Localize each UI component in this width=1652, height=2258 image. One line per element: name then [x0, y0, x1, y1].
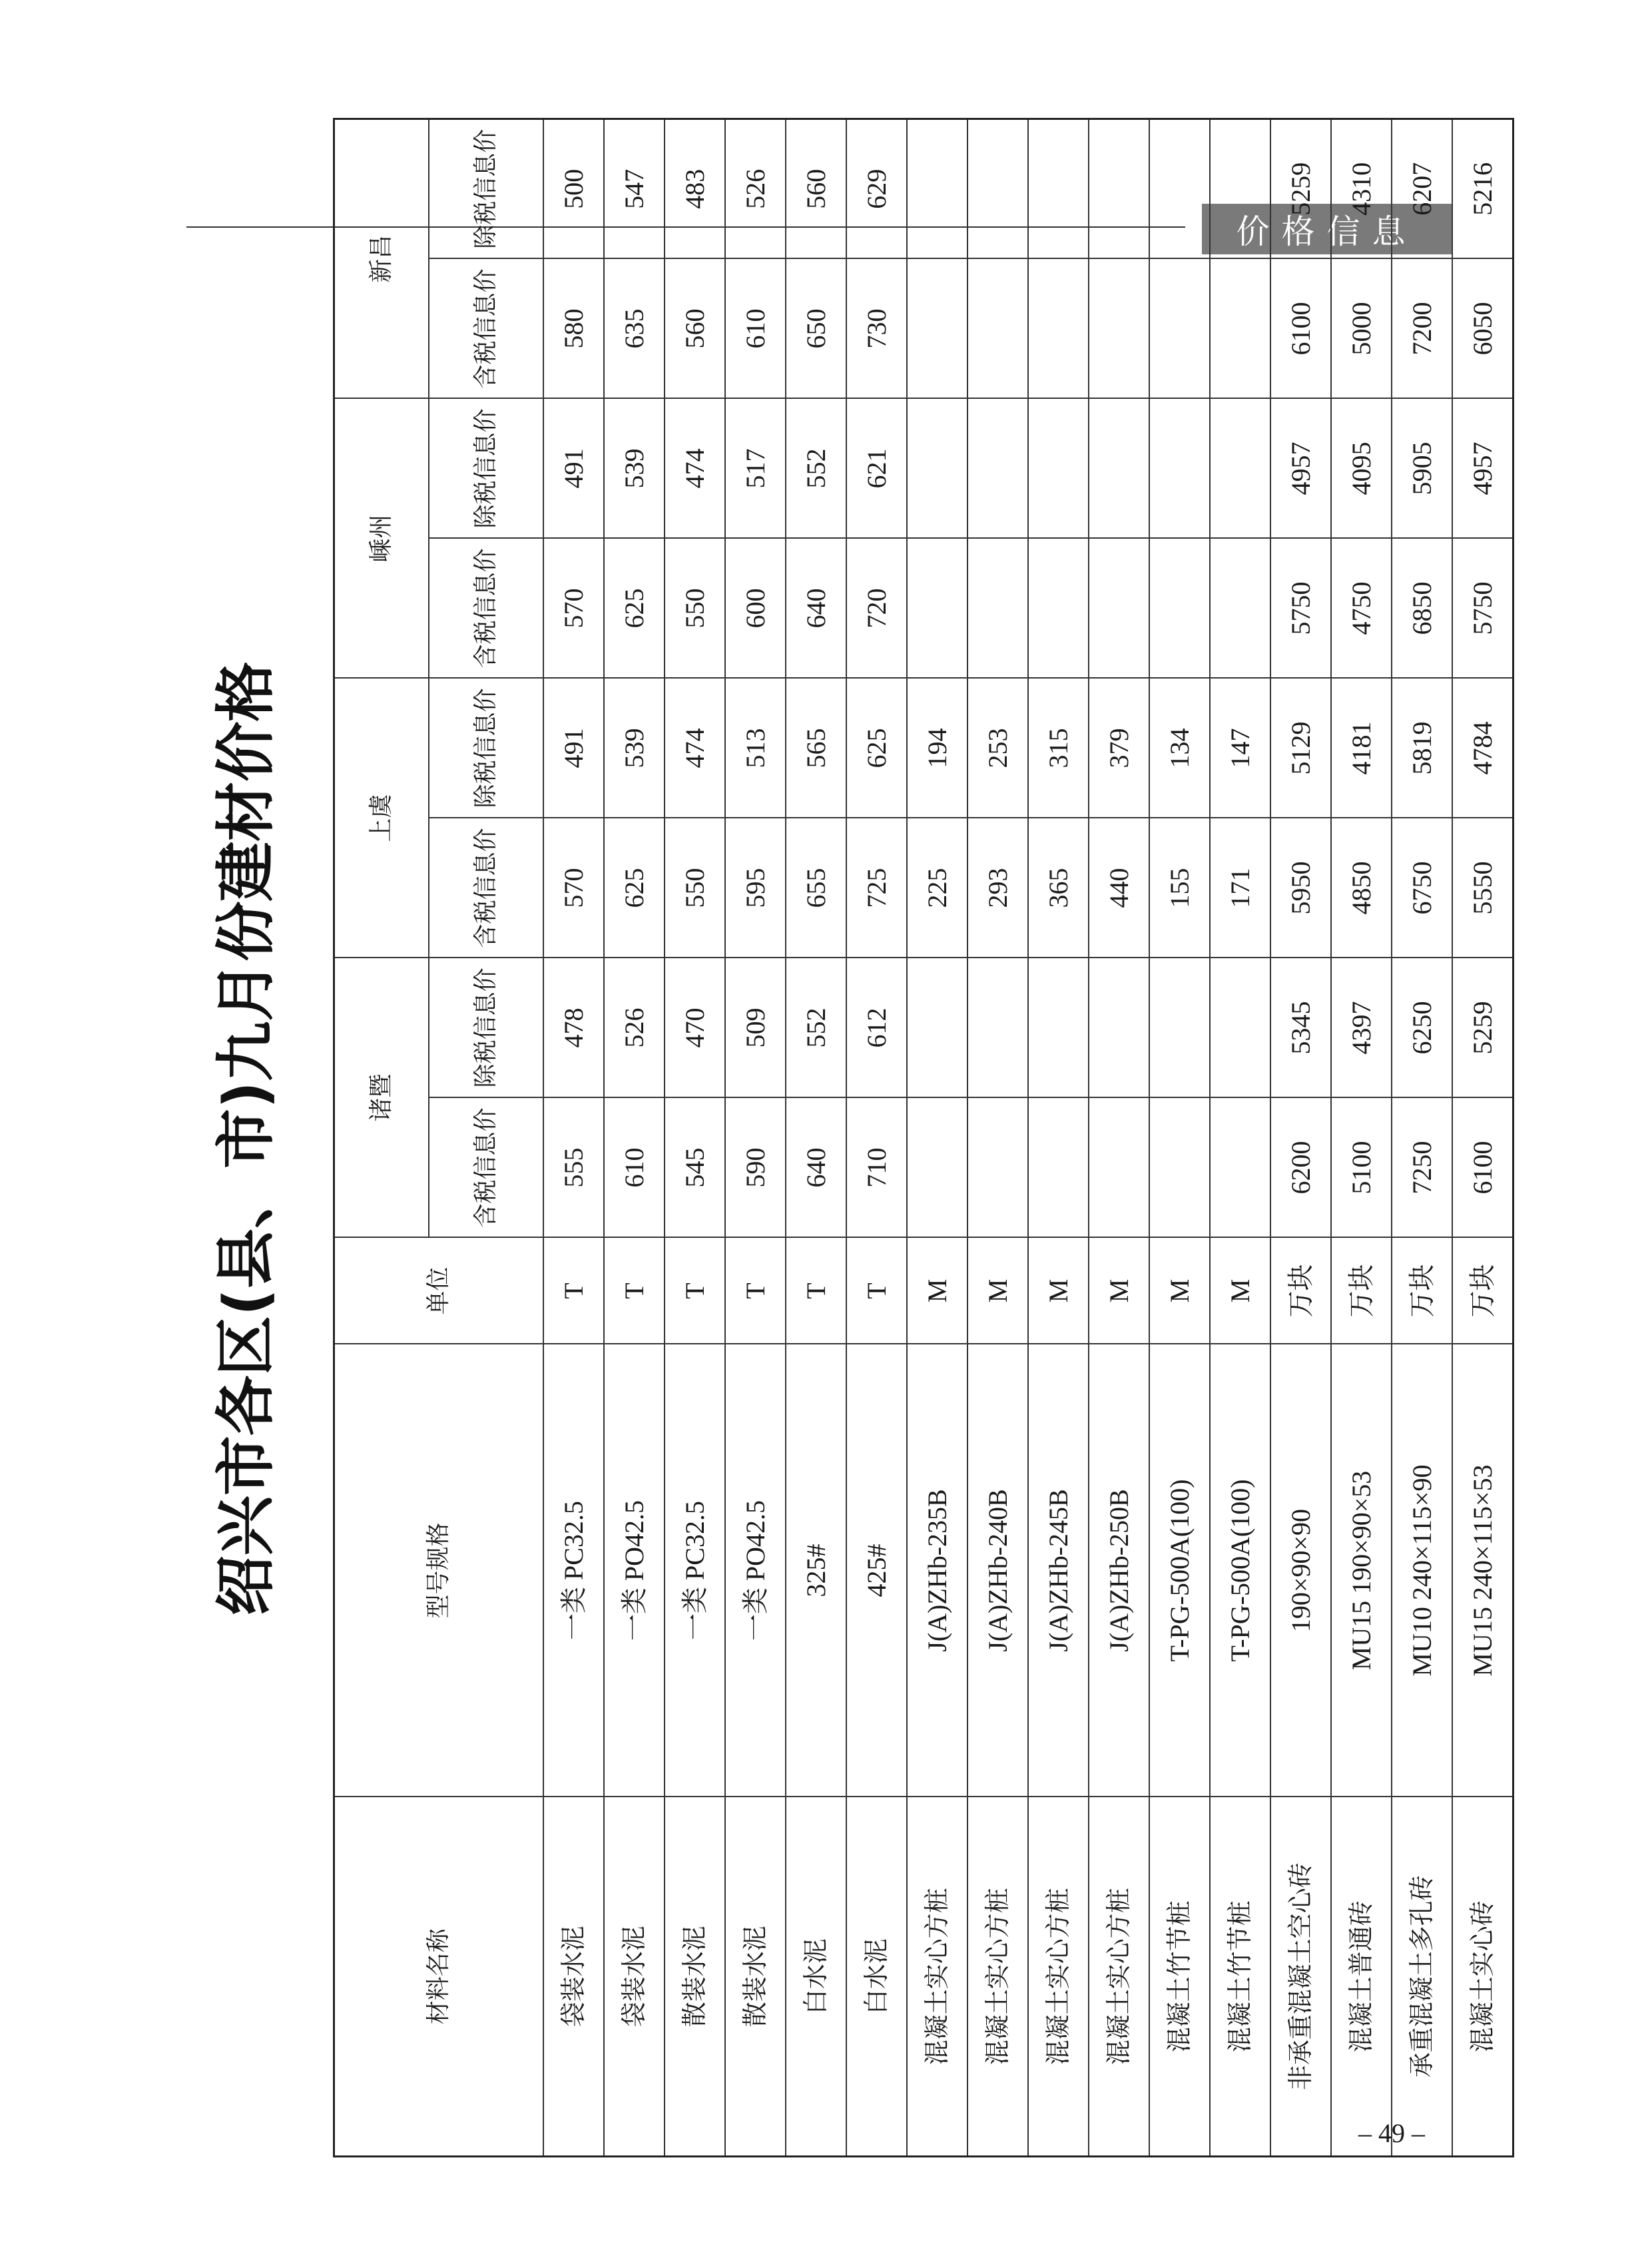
unit: T — [725, 1238, 786, 1344]
unit: M — [1149, 1238, 1210, 1344]
spec: J(A)ZHb-235B — [907, 1344, 967, 1797]
price-cell — [1089, 958, 1149, 1097]
price-cell — [1028, 119, 1089, 258]
price-cell: 550 — [665, 538, 725, 678]
price-cell: 555 — [543, 1098, 604, 1238]
price-cell: 4181 — [1331, 678, 1392, 818]
price-cell — [907, 119, 967, 258]
price-cell: 4310 — [1331, 119, 1392, 258]
price-cell — [907, 398, 967, 538]
price-cell — [1210, 958, 1270, 1097]
price-cell: 470 — [665, 958, 725, 1097]
price-cell: 545 — [665, 1098, 725, 1238]
header-unit: 单位 — [334, 1238, 544, 1344]
price-cell: 547 — [604, 119, 665, 258]
price-cell — [1149, 538, 1210, 678]
price-cell — [1089, 119, 1149, 258]
header-spec: 型号规格 — [334, 1344, 544, 1797]
header-incl-tax: 含税信息价 — [429, 538, 543, 678]
price-cell: 5259 — [1270, 119, 1331, 258]
table-row — [1028, 119, 1089, 2156]
table-row — [1452, 119, 1514, 2156]
price-cell — [907, 258, 967, 398]
price-cell: 147 — [1210, 678, 1270, 818]
unit: T — [665, 1238, 725, 1344]
price-cell: 725 — [846, 818, 907, 958]
header-excl-tax: 除税信息价 — [429, 119, 543, 258]
price-cell: 500 — [543, 119, 604, 258]
spec: 一类 PO42.5 — [604, 1344, 665, 1797]
price-cell: 4095 — [1331, 398, 1392, 538]
price-cell: 5100 — [1331, 1098, 1392, 1238]
material-name: 混凝土实心砖 — [1452, 1797, 1514, 2157]
price-cell: 612 — [846, 958, 907, 1097]
price-cell — [1089, 1098, 1149, 1238]
price-cell — [1089, 258, 1149, 398]
price-cell: 474 — [665, 678, 725, 818]
table-row — [1089, 119, 1149, 2156]
table-row — [543, 119, 604, 2156]
price-cell: 365 — [1028, 818, 1089, 958]
price-cell: 440 — [1089, 818, 1149, 958]
price-cell: 491 — [543, 678, 604, 818]
spec: 190×90×90 — [1270, 1344, 1331, 1797]
price-cell: 710 — [846, 1098, 907, 1238]
price-cell: 539 — [604, 678, 665, 818]
table-row — [1149, 119, 1210, 2156]
header-excl-tax: 除税信息价 — [429, 958, 543, 1097]
price-cell: 4957 — [1452, 398, 1514, 538]
price-cell — [967, 398, 1028, 538]
price-cell: 629 — [846, 119, 907, 258]
header-excl-tax: 除税信息价 — [429, 678, 543, 818]
price-cell — [907, 538, 967, 678]
header-region: 上虞 — [334, 678, 429, 958]
material-name: 承重混凝土多孔砖 — [1392, 1797, 1452, 2157]
price-cell: 517 — [725, 398, 786, 538]
price-cell: 379 — [1089, 678, 1149, 818]
price-cell: 635 — [604, 258, 665, 398]
price-cell: 6207 — [1392, 119, 1452, 258]
material-name: 混凝土实心方桩 — [1089, 1797, 1149, 2157]
price-cell: 565 — [786, 678, 846, 818]
price-cell: 7250 — [1392, 1098, 1452, 1238]
material-name: 混凝土普通砖 — [1331, 1797, 1392, 2157]
material-name: 白水泥 — [846, 1797, 907, 2157]
price-cell: 5345 — [1270, 958, 1331, 1097]
price-cell — [907, 1098, 967, 1238]
price-cell — [967, 538, 1028, 678]
price-cell — [1028, 538, 1089, 678]
price-cell: 474 — [665, 398, 725, 538]
material-name: 散装水泥 — [725, 1797, 786, 2157]
unit: 万块 — [1331, 1238, 1392, 1344]
price-cell: 5216 — [1452, 119, 1514, 258]
spec: 一类 PC32.5 — [543, 1344, 604, 1797]
price-cell: 4397 — [1331, 958, 1392, 1097]
spec: J(A)ZHb-240B — [967, 1344, 1028, 1797]
price-cell: 526 — [604, 958, 665, 1097]
price-cell: 560 — [786, 119, 846, 258]
header-region: 新昌 — [334, 119, 429, 398]
unit: M — [967, 1238, 1028, 1344]
price-cell: 5259 — [1452, 958, 1514, 1097]
price-cell: 5819 — [1392, 678, 1452, 818]
material-name: 混凝土实心方桩 — [907, 1797, 967, 2157]
header-region: 诸暨 — [334, 958, 429, 1237]
price-cell: 640 — [786, 1098, 846, 1238]
price-cell: 155 — [1149, 818, 1210, 958]
material-name: 袋装水泥 — [604, 1797, 665, 2157]
price-cell: 4850 — [1331, 818, 1392, 958]
unit: 万块 — [1452, 1238, 1514, 1344]
price-cell: 134 — [1149, 678, 1210, 818]
price-cell: 293 — [967, 818, 1028, 958]
spec: J(A)ZHb-250B — [1089, 1344, 1149, 1797]
price-cell: 509 — [725, 958, 786, 1097]
price-cell: 6750 — [1392, 818, 1452, 958]
price-cell: 5550 — [1452, 818, 1514, 958]
price-cell: 253 — [967, 678, 1028, 818]
price-cell — [1210, 258, 1270, 398]
price-cell: 6100 — [1452, 1098, 1514, 1238]
price-cell: 6200 — [1270, 1098, 1331, 1238]
material-name: 散装水泥 — [665, 1797, 725, 2157]
spec: T-PG-500A(100) — [1149, 1344, 1210, 1797]
table-row — [665, 119, 725, 2156]
price-cell: 655 — [786, 818, 846, 958]
unit: T — [846, 1238, 907, 1344]
price-cell: 5750 — [1452, 538, 1514, 678]
price-cell: 483 — [665, 119, 725, 258]
header-incl-tax: 含税信息价 — [429, 818, 543, 958]
price-cell: 610 — [604, 1098, 665, 1238]
price-cell: 6050 — [1452, 258, 1514, 398]
spec: MU10 240×115×90 — [1392, 1344, 1452, 1797]
spec: MU15 240×115×53 — [1452, 1344, 1514, 1797]
price-cell: 539 — [604, 398, 665, 538]
price-cell: 580 — [543, 258, 604, 398]
table-row — [604, 119, 665, 2156]
material-name: 混凝土实心方桩 — [1028, 1797, 1089, 2157]
material-name: 混凝土竹节桩 — [1149, 1797, 1210, 2157]
header-excl-tax: 除税信息价 — [429, 398, 543, 538]
price-cell: 560 — [665, 258, 725, 398]
unit: M — [1028, 1238, 1089, 1344]
price-cell: 478 — [543, 958, 604, 1097]
spec: T-PG-500A(100) — [1210, 1344, 1270, 1797]
spec: 一类 PO42.5 — [725, 1344, 786, 1797]
material-name: 混凝土实心方桩 — [967, 1797, 1028, 2157]
price-cell — [1028, 398, 1089, 538]
price-cell: 550 — [665, 818, 725, 958]
price-cell — [1210, 538, 1270, 678]
price-cell: 640 — [786, 538, 846, 678]
price-cell: 5000 — [1331, 258, 1392, 398]
page-number: – 49 – — [1358, 2118, 1425, 2148]
price-cell — [967, 1098, 1028, 1238]
price-cell — [1149, 1098, 1210, 1238]
price-table — [333, 118, 1514, 2157]
unit: 万块 — [1392, 1238, 1452, 1344]
price-cell: 4784 — [1452, 678, 1514, 818]
price-cell — [1210, 1098, 1270, 1238]
price-cell: 171 — [1210, 818, 1270, 958]
unit: T — [543, 1238, 604, 1344]
price-cell — [1028, 1098, 1089, 1238]
table-row — [907, 119, 967, 2156]
spec: MU15 190×90×53 — [1331, 1344, 1392, 1797]
spec: J(A)ZHb-245B — [1028, 1344, 1089, 1797]
price-cell: 570 — [543, 818, 604, 958]
price-cell: 4750 — [1331, 538, 1392, 678]
page-title: 绍兴市各区(县、市)九月份建材价格 — [211, 661, 281, 1616]
price-cell: 194 — [907, 678, 967, 818]
price-cell — [1089, 398, 1149, 538]
price-cell: 225 — [907, 818, 967, 958]
unit: T — [604, 1238, 665, 1344]
price-cell: 570 — [543, 538, 604, 678]
price-cell — [1149, 119, 1210, 258]
table-row — [1392, 119, 1452, 2156]
price-cell: 6100 — [1270, 258, 1331, 398]
price-cell: 625 — [604, 538, 665, 678]
price-cell — [1149, 958, 1210, 1097]
price-cell — [967, 119, 1028, 258]
price-cell: 5905 — [1392, 398, 1452, 538]
price-cell — [967, 258, 1028, 398]
price-cell: 595 — [725, 818, 786, 958]
unit: T — [786, 1238, 846, 1344]
price-cell — [1089, 538, 1149, 678]
price-cell: 4957 — [1270, 398, 1331, 538]
table-row — [1270, 119, 1331, 2156]
price-cell — [1149, 398, 1210, 538]
price-cell — [1210, 119, 1270, 258]
price-cell: 7200 — [1392, 258, 1452, 398]
price-cell — [907, 958, 967, 1097]
section-tag: 价格信息 — [1202, 204, 1452, 254]
table-row — [786, 119, 846, 2156]
table-row — [967, 119, 1028, 2156]
price-cell: 6250 — [1392, 958, 1452, 1097]
price-cell: 5750 — [1270, 538, 1331, 678]
header-material: 材料名称 — [334, 1797, 544, 2157]
price-cell: 600 — [725, 538, 786, 678]
price-cell: 610 — [725, 258, 786, 398]
price-cell — [967, 958, 1028, 1097]
price-cell: 513 — [725, 678, 786, 818]
price-cell: 491 — [543, 398, 604, 538]
table-row — [846, 119, 907, 2156]
price-cell — [1028, 258, 1089, 398]
unit: M — [1210, 1238, 1270, 1344]
price-cell: 552 — [786, 398, 846, 538]
price-cell: 6850 — [1392, 538, 1452, 678]
price-cell: 720 — [846, 538, 907, 678]
price-cell: 650 — [786, 258, 846, 398]
price-cell — [1149, 258, 1210, 398]
header-incl-tax: 含税信息价 — [429, 1098, 543, 1238]
spec: 一类 PC32.5 — [665, 1344, 725, 1797]
header-region: 嵊州 — [334, 398, 429, 678]
header-incl-tax: 含税信息价 — [429, 258, 543, 398]
unit: M — [907, 1238, 967, 1344]
price-cell: 5129 — [1270, 678, 1331, 818]
unit: M — [1089, 1238, 1149, 1344]
material-name: 非承重混凝土空心砖 — [1270, 1797, 1331, 2157]
price-cell: 552 — [786, 958, 846, 1097]
table-row — [1210, 119, 1270, 2156]
spec: 425# — [846, 1344, 907, 1797]
price-cell: 625 — [604, 818, 665, 958]
price-cell: 625 — [846, 678, 907, 818]
price-cell — [1028, 958, 1089, 1097]
price-cell — [1210, 398, 1270, 538]
spec: 325# — [786, 1344, 846, 1797]
price-cell: 5950 — [1270, 818, 1331, 958]
rotated-page-content — [200, 120, 1498, 2157]
price-cell: 590 — [725, 1098, 786, 1238]
material-name: 混凝土竹节桩 — [1210, 1797, 1270, 2157]
price-cell: 621 — [846, 398, 907, 538]
table-row — [725, 119, 786, 2156]
price-cell: 526 — [725, 119, 786, 258]
material-name: 袋装水泥 — [543, 1797, 604, 2157]
price-cell: 730 — [846, 258, 907, 398]
table-row — [1331, 119, 1392, 2156]
price-cell: 315 — [1028, 678, 1089, 818]
unit: 万块 — [1270, 1238, 1331, 1344]
material-name: 白水泥 — [786, 1797, 846, 2157]
